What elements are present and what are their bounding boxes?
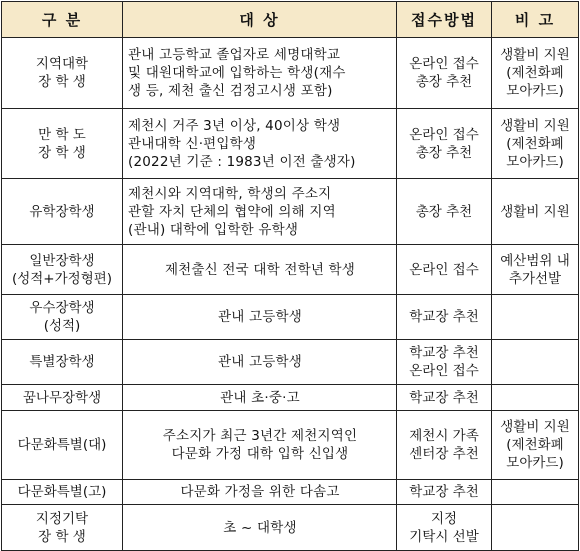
target-cell: 초 ~ 대학생 (123, 505, 397, 551)
header-category: 구 분 (2, 2, 123, 38)
note-cell: 생활비 지원 (제천화폐 모아카드) (492, 38, 579, 109)
method-cell: 학교장 추천 (397, 295, 492, 340)
target-cell: 제천출신 전국 대학 전학년 학생 (123, 245, 397, 295)
target-cell: 주소지가 최근 3년간 제천지역인 다문화 가정 대학 입학 신입생 (123, 411, 397, 480)
category-cell: 특별장학생 (2, 340, 123, 385)
note-cell (492, 480, 579, 505)
category-cell: 다문화특별(대) (2, 411, 123, 480)
table-row (2, 340, 579, 385)
method-cell: 총장 추천 (397, 179, 492, 245)
target-cell: 관내 초·중·고 (123, 385, 397, 411)
category-cell: 만 학 도 장 학 생 (2, 109, 123, 179)
note-cell (492, 295, 579, 340)
header-note: 비 고 (492, 2, 579, 38)
category-cell: 꿈나무장학생 (2, 385, 123, 411)
table-row (2, 385, 579, 411)
header-row (2, 2, 579, 38)
table-row (2, 480, 579, 505)
note-cell: 생활비 지원 (492, 179, 579, 245)
note-cell (492, 385, 579, 411)
category-cell: 우수장학생 (성적) (2, 295, 123, 340)
target-cell: 관내 고등학생 (123, 340, 397, 385)
category-cell: 지역대학 장 학 생 (2, 38, 123, 109)
category-cell: 다문화특별(고) (2, 480, 123, 505)
category-cell: 지정기탁 장 학 생 (2, 505, 123, 551)
method-cell: 온라인 접수 (397, 245, 492, 295)
note-cell: 생활비 지원 (제천화폐 모아카드) (492, 109, 579, 179)
method-cell: 학교장 추천 (397, 480, 492, 505)
note-cell: 생활비 지원 (제천화폐 모아카드) (492, 411, 579, 480)
table-row (2, 245, 579, 295)
target-cell: 제천시 거주 3년 이상, 40이상 학생 관내대학 신·편입학생 (2022년 기준 : 1983년 이전 출생자) (123, 109, 397, 179)
table-row (2, 295, 579, 340)
target-cell: 관내 고등학교 졸업자로 세명대학교 및 대원대학교에 입학하는 학생(재수 생 등, 제천 출신 검정고시생 포함) (123, 38, 397, 109)
method-cell: 온라인 접수 총장 추천 (397, 109, 492, 179)
note-cell (492, 505, 579, 551)
method-cell: 학교장 추천 온라인 접수 (397, 340, 492, 385)
method-cell: 제천시 가족 센터장 추천 (397, 411, 492, 480)
note-cell: 예산범위 내 추가선발 (492, 245, 579, 295)
method-cell: 학교장 추천 (397, 385, 492, 411)
table-row (2, 38, 579, 109)
table-row (2, 505, 579, 551)
header-method: 접수방법 (397, 2, 492, 38)
table-row (2, 411, 579, 480)
table-row (2, 109, 579, 179)
target-cell: 다문화 가정을 위한 다솜고 (123, 480, 397, 505)
table-body (2, 38, 579, 551)
method-cell: 온라인 접수 총장 추천 (397, 38, 492, 109)
target-cell: 관내 고등학생 (123, 295, 397, 340)
category-cell: 유학장학생 (2, 179, 123, 245)
table-row (2, 179, 579, 245)
target-cell: 제천시와 지역대학, 학생의 주소지 관할 자치 단체의 협약에 의해 지역 (관내) 대학에 입학한 유학생 (123, 179, 397, 245)
scholarship-table (1, 1, 579, 551)
method-cell: 지정 기탁시 선발 (397, 505, 492, 551)
header-target: 대 상 (123, 2, 397, 38)
table-header (2, 2, 579, 38)
category-cell: 일반장학생 (성적+가정형편) (2, 245, 123, 295)
note-cell (492, 340, 579, 385)
